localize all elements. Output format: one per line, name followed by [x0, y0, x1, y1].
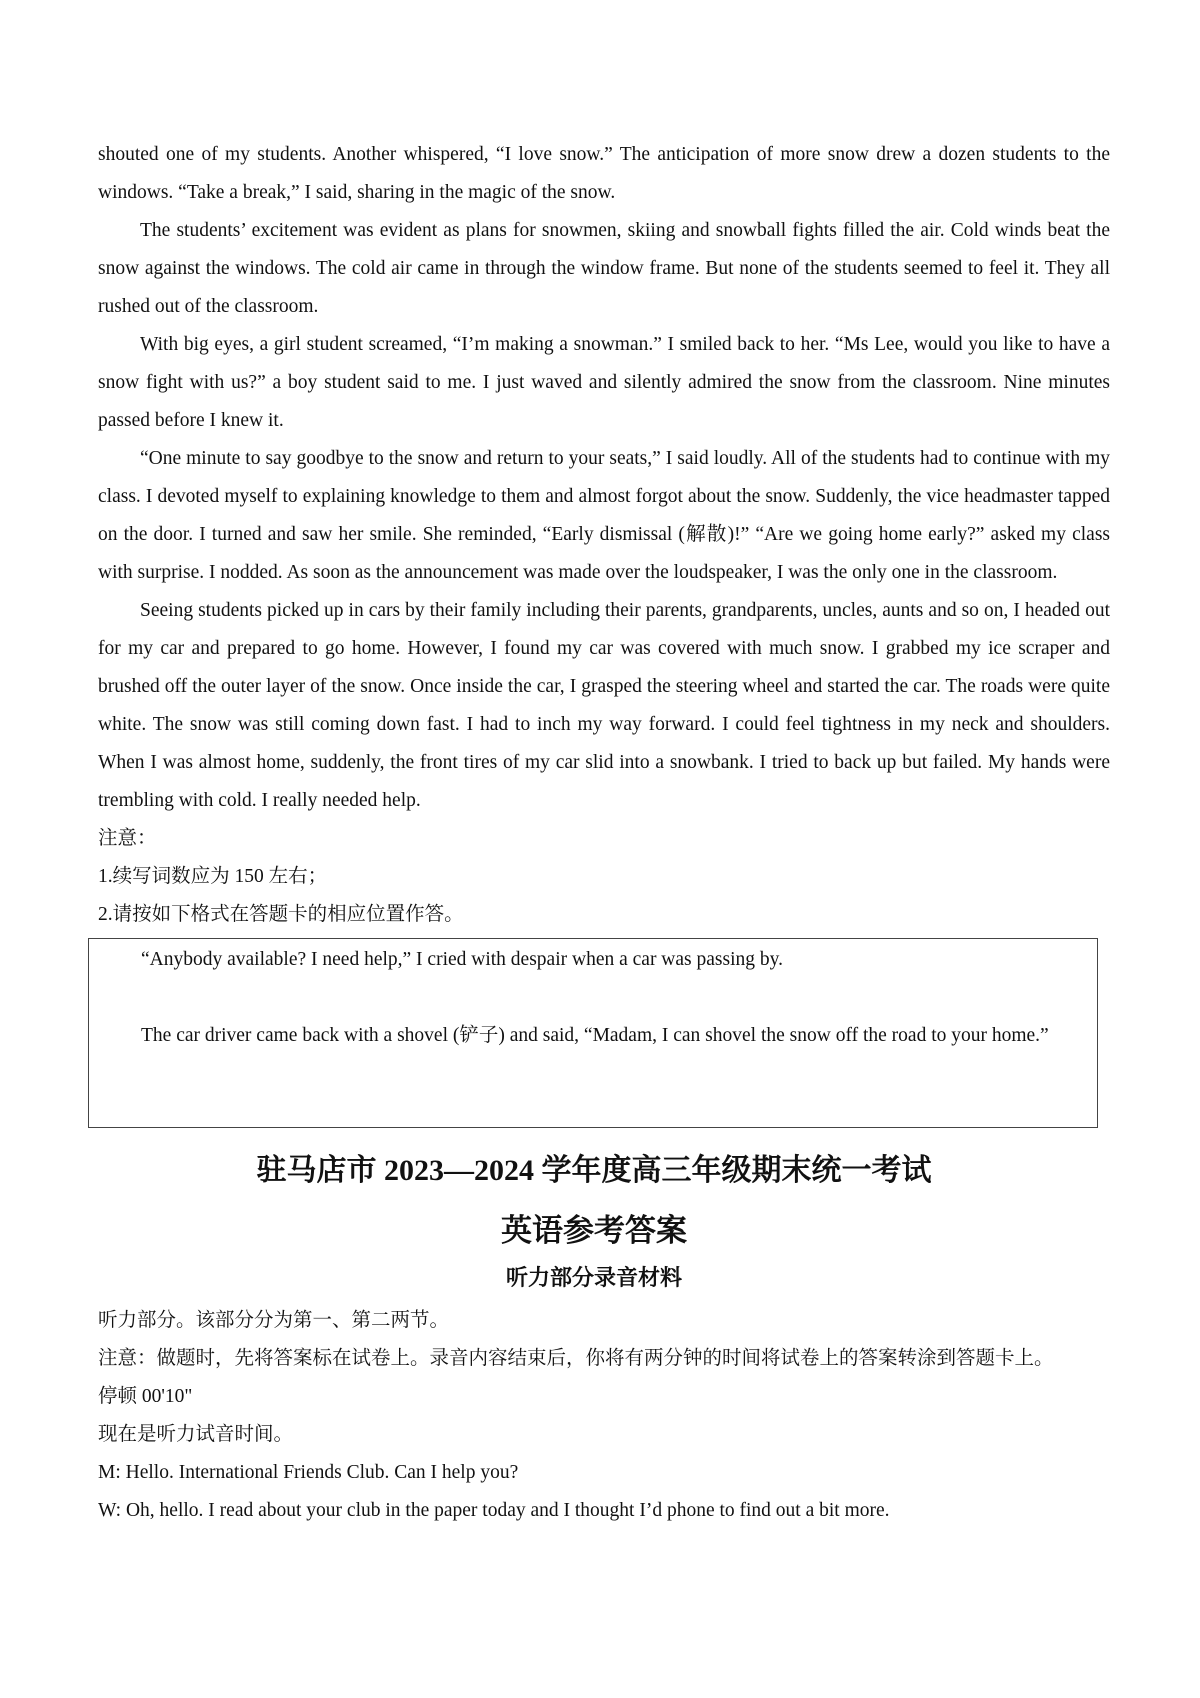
document-page [98, 136, 1110, 1530]
notes-item-1: 1.续写词数应为 150 左右； [98, 866, 328, 887]
transcript-line-5: M: Hello. International Friends Club. Can I help you? [98, 1462, 519, 1483]
answer-format-box [88, 938, 1098, 1128]
exam-title: 驻马店市 2023—2024 学年度高三年级期末统一考试 [256, 1154, 932, 1187]
story-paragraph-5: Seeing students picked up in cars by their family including their parents, grandparents, uncles, aunts and so on, I headed out for my car and prepared to go home. However, I found my car was covered with much snow. I grabbed my ice scraper and brushed off the outer layer of the snow. Once inside the car, I grasped the steering wheel and started the car. The roads were quite white. The snow was still coming down fast. I had to inch my way forward. I could feel tightness in my neck and shoulders. When I was almost home, suddenly, the front tires of my car slid into a snowbank. I tried to back up but failed. My hands were trembling with cold. I really needed help. [98, 600, 1110, 811]
transcript-line-4: 现在是听力试音时间。 [98, 1424, 294, 1445]
transcript-line-3: 停顿 00'10" [98, 1386, 193, 1407]
notes-heading: 注意： [98, 828, 157, 849]
continuation-prompt-1: “Anybody available? I need help,” I cried with despair when a car was passing by. [141, 949, 783, 970]
transcript-line-1: 听力部分。该部分分为第一、第二两节。 [98, 1310, 450, 1331]
listening-section-title: 听力部分录音材料 [505, 1265, 682, 1290]
story-paragraph-2: The students’ excitement was evident as plans for snowmen, skiing and snowball fights filled the air. Cold winds beat the snow against the windows. The cold air came in through the window frame. But none of the students seemed to feel it. They all rushed out of the classroom. [98, 220, 1110, 317]
story-paragraph-1: shouted one of my students. Another whispered, “I love snow.” The anticipation of more snow drew a dozen students to the windows. “Take a break,” I said, sharing in the magic of the snow. [98, 144, 1110, 203]
story-paragraph-4: “One minute to say goodbye to the snow and return to your seats,” I said loudly. All of the students had to continue with my class. I devoted myself to explaining knowledge to them and almost forgot about the snow. Suddenly, the vice headmaster tapped on the door. I turned and saw her smile. She reminded, “Early dismissal (解散)!” “Are we going home early?” asked my class with surprise. I nodded. As soon as the announcement was made over the loudspeaker, I was the only one in the classroom. [98, 448, 1110, 583]
continuation-prompt-2: The car driver came back with a shovel (铲子) and said, “Madam, I can shovel the snow off the road to your home.” [141, 1025, 1049, 1046]
transcript-line-6: W: Oh, hello. I read about your club in the paper today and I thought I’d phone to find out a bit more. [98, 1500, 890, 1521]
answer-key-title: 英语参考答案 [501, 1213, 687, 1248]
notes-item-2: 2.请按如下格式在答题卡的相应位置作答。 [98, 904, 464, 925]
transcript-line-2: 注意：做题时，先将答案标在试卷上。录音内容结束后，你将有两分钟的时间将试卷上的答案转涂到答题卡上。 [98, 1348, 1054, 1369]
writing-gap [99, 979, 1087, 1017]
story-paragraph-3: With big eyes, a girl student screamed, “I’m making a snowman.” I smiled back to her. “Ms Lee, would you like to have a snow fight with us?” a boy student said to me. I just waved and silently admired the snow from the classroom. Nine minutes passed before I knew it. [98, 334, 1110, 431]
